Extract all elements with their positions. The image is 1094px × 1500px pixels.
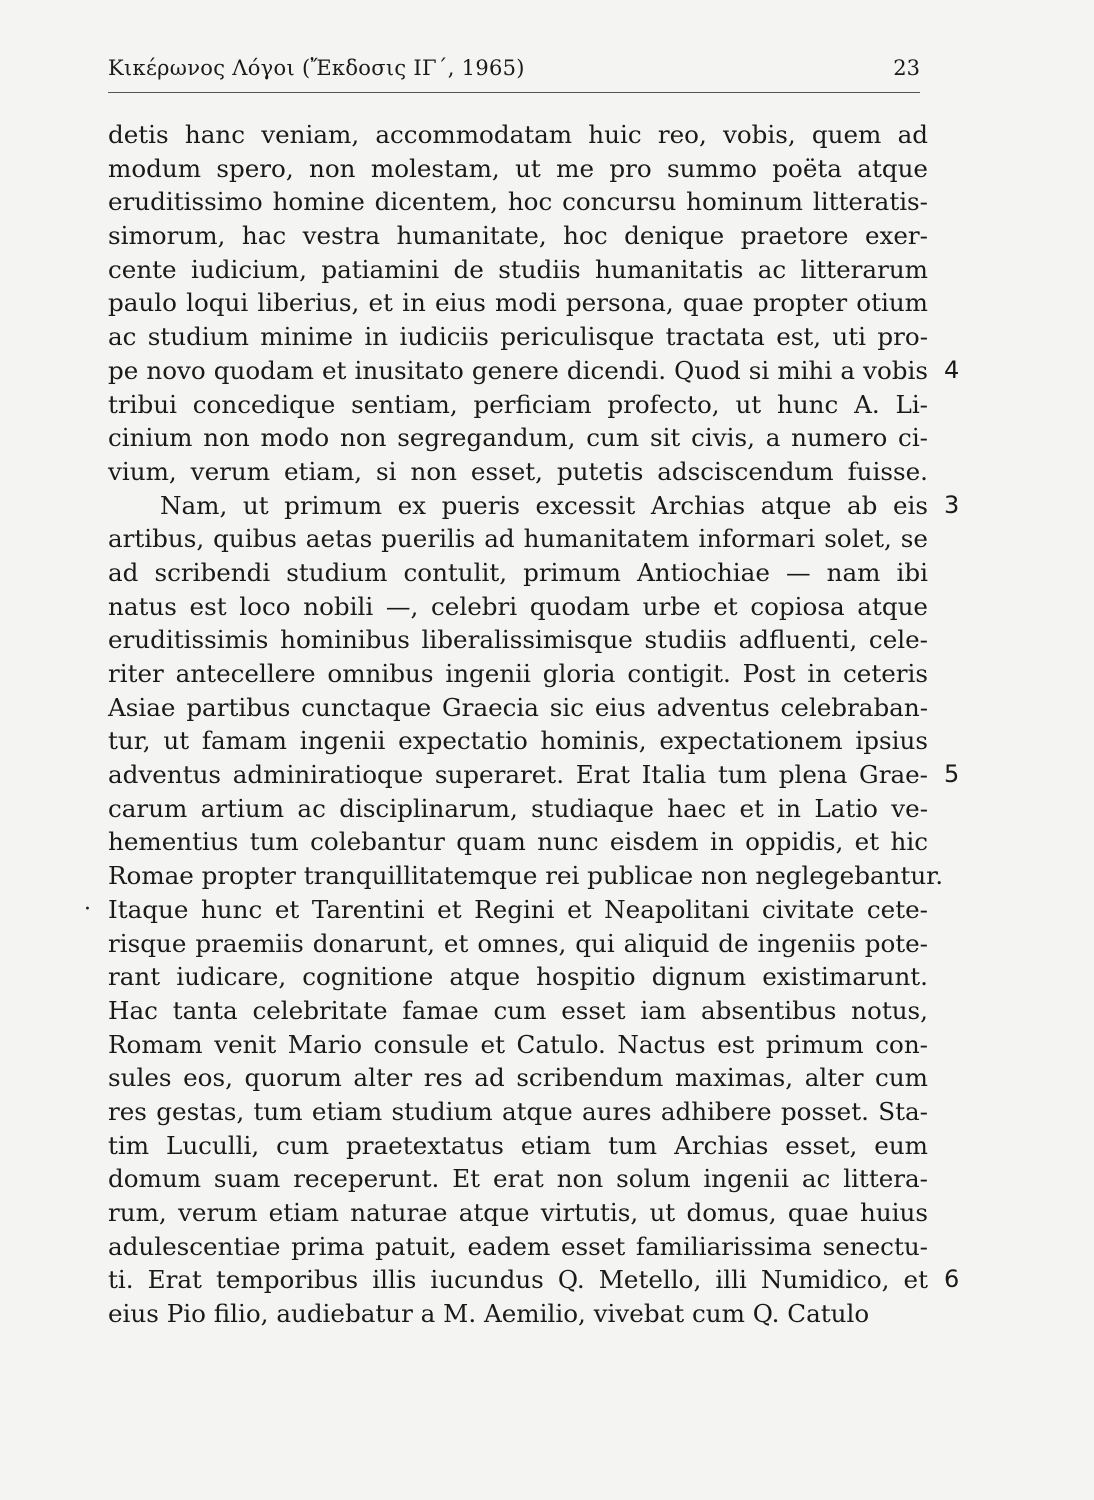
line-text: res gestas, tum etiam studium atque aures adhibere posset. Sta-: [108, 1096, 928, 1126]
section-number: 4: [944, 355, 960, 384]
line-text: adulescentiae prima patuit, eadem esset familiarissima senectu-: [108, 1231, 928, 1261]
text-line: [108, 1230, 928, 1264]
line-text: ac studium minime in iudiciis periculisque tractata est, uti pro-: [108, 322, 928, 352]
text-line: [108, 219, 928, 253]
text-line: [108, 960, 928, 994]
line-text: ti. Erat temporibus illis iucundus Q. Metello, illi Numidico, et: [108, 1265, 928, 1295]
text-line: [108, 758, 960, 792]
line-text: sules eos, quorum alter res ad scribendum maximas, alter cum: [108, 1063, 928, 1093]
line-text: Hac tanta celebritate famae cum esset iam absentibus notus,: [108, 995, 928, 1025]
text-line: [84, 893, 928, 927]
text-line: [108, 286, 928, 320]
text-line: [108, 152, 928, 186]
line-text: adventus adminiratioque superaret. Erat Italia tum plena Grae-: [108, 760, 928, 790]
line-text: Itaque hunc et Tarentini et Regini et Neapolitani civitate cete-: [108, 894, 928, 924]
text-line: [108, 927, 928, 961]
running-title: Κικέρωνος Λόγοι (Ἔκδοσις ΙΓ΄, 1965): [108, 56, 525, 80]
text-line: [108, 1263, 960, 1297]
line-text: rant iudicare, cognitione atque hospitio dignum existimarunt.: [108, 962, 928, 992]
line-text: Nam, ut primum ex pueris excessit Archias atque ab eis: [160, 490, 928, 520]
line-text: modum spero, non molestam, ut me pro summo poëta atque: [108, 153, 928, 183]
text-line: [108, 1129, 928, 1163]
line-text: Asiae partibus cunctaque Graecia sic eius adventus celebraban-: [108, 692, 928, 722]
text-line: [108, 455, 928, 489]
text-line: [108, 118, 928, 152]
text-line: [108, 825, 928, 859]
text-line: [108, 1162, 928, 1196]
section-number: 5: [944, 760, 960, 789]
text-line: [108, 354, 960, 388]
line-text: simorum, hac vestra humanitate, hoc denique praetore exer-: [108, 221, 928, 251]
line-text: paulo loqui liberius, et in eius modi persona, quae propter otium: [108, 288, 928, 318]
text-line: [108, 994, 928, 1028]
line-text: rum, verum etiam naturae atque virtutis, ut domus, quae huius: [108, 1198, 928, 1227]
text-line: [108, 253, 928, 287]
text-line: [108, 556, 928, 590]
line-text: artibus, quibus aetas puerilis ad humanitatem informari solet, se: [108, 524, 928, 554]
line-text: eruditissimis hominibus liberalissimisque studiis adfluenti, cele-: [108, 625, 928, 655]
text-line: [108, 1061, 928, 1095]
line-text: riter antecellere omnibus ingenii gloria contigit. Post in ceteris: [108, 659, 928, 688]
line-text: Romam venit Mario consule et Catulo. Nactus est primum con-: [108, 1029, 928, 1059]
text-line: [108, 1297, 928, 1331]
line-text: Romae propter tranquillitatemque rei publicae non neglegebantur.: [108, 861, 944, 891]
text-line: [108, 489, 960, 523]
line-text: pe novo quodam et inusitato genere dicendi. Quod si mihi a vobis: [108, 355, 928, 385]
header-rule: [108, 92, 920, 93]
text-line: [108, 623, 928, 657]
line-text: cente iudicium, patiamini de studiis humanitatis ac litterarum: [108, 254, 928, 284]
text-line: [108, 590, 928, 624]
text-line: [108, 388, 928, 422]
line-text: carum artium ac disciplinarum, studiaque haec et in Latio ve-: [108, 793, 928, 823]
page-number: 23: [893, 56, 920, 80]
line-text: cinium non modo non segregandum, cum sit civis, a numero ci-: [108, 423, 928, 453]
margin-mark: ·: [84, 896, 91, 922]
line-text: ad scribendi studium contulit, primum Antiochiae — nam ibi: [108, 557, 928, 587]
line-text: tribui concedique sentiam, perficiam profecto, ut hunc A. Li-: [108, 389, 928, 419]
running-head: [108, 56, 920, 90]
line-text: tur, ut famam ingenii expectatio hominis, expectationem ipsius: [108, 726, 928, 756]
text-line: [108, 421, 928, 455]
text-line: [108, 185, 928, 219]
line-text: detis hanc veniam, accommodatam huic reo, vobis, quem ad: [108, 120, 928, 149]
section-number: 6: [944, 1265, 960, 1294]
text-line: [108, 859, 944, 893]
text-line: [108, 691, 928, 725]
text-line: [108, 1095, 928, 1129]
text-line: [108, 792, 928, 826]
line-text: hementius tum colebantur quam nunc eisdem in oppidis, et hic: [108, 827, 928, 857]
section-number: 3: [944, 490, 960, 519]
line-text: domum suam receperunt. Et erat non solum ingenii ac littera-: [108, 1164, 928, 1194]
body-text: [84, 118, 960, 1331]
text-line: [108, 522, 928, 556]
text-line: [108, 320, 928, 354]
line-text: eruditissimo homine dicentem, hoc concursu hominum litteratis-: [108, 187, 928, 217]
text-line: [108, 1196, 928, 1230]
text-line: [108, 1028, 928, 1062]
line-text: natus est loco nobili —, celebri quodam urbe et copiosa atque: [108, 591, 928, 621]
text-line: [108, 724, 928, 758]
line-text: risque praemiis donarunt, et omnes, qui aliquid de ingeniis pote-: [108, 928, 928, 958]
text-line: [108, 657, 928, 691]
line-text: eius Pio filio, audiebatur a M. Aemilio, vivebat cum Q. Catulo: [108, 1299, 870, 1329]
line-text: tim Luculli, cum praetextatus etiam tum Archias esset, eum: [108, 1130, 928, 1160]
line-text: vium, verum etiam, si non esset, putetis adsciscendum fuisse.: [108, 456, 928, 486]
